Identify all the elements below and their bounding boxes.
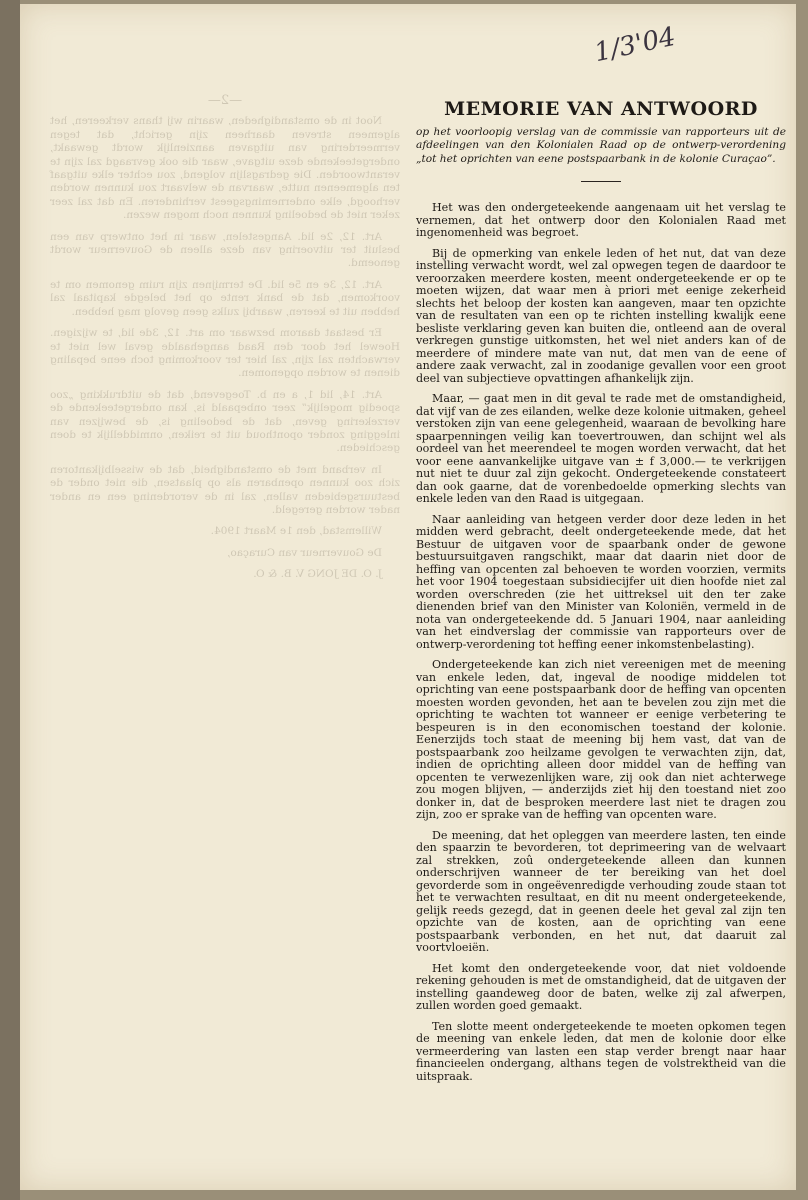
memorie-column <box>416 94 786 1091</box>
body-paragraph: De meening, dat het opleggen van meerdere lasten, ten einde den spaarzin te bevorderen, tot deprimeering van de welvaart zal strekken, zoû ondergeteekende alleen dan kunnen onderschrijven wanneer de ter bereiking van het doel gevorderde som in ongeëvenredigde verhouding zoude staan tot het te verwachten resultaat, en dit nu meent ondergeteekende, gelijk reeds gezegd, dat in geenen deele het geval zal zijn ten opzichte van de kosten, aan de oprichting van eene postspaarbank verbonden, en het nut, dat daaruit zal voortvloeiën. <box>416 828 786 955</box>
bleed-through-text <box>50 94 400 814</box>
body-paragraph: Bij de opmerking van enkele leden of het nut, dat van deze instelling verwacht wordt, wel zal opwegen tegen de daardoor te veroorzaken meerdere kosten, meent ondergeteekende er op te moeten wijzen, dat waar men à priori met eenige zekerheid slechts het beloop der kosten kan aangeven, maar ten opzichte van de resultaten van een op te richten instelling kwalijk eene besliste verklaring geven kan buiten die, ontleend aan de overal verkregen gunstige uitkomsten, het wel niet anders kan of de meerdere of mindere mate van nut, dat men van de eene of andere zaak verwacht, zal in zoodanige gevallen voor een groot deel van subjectieve opvattingen afhankelijk zijn. <box>416 246 786 385</box>
document-page <box>20 4 796 1190</box>
body-paragraph: Maar, — gaat men in dit geval te rade met de omstandigheid, dat vijf van de zes eilanden, welke deze kolonie uitmaken, geheel verstoken zijn van eene gelegenheid, waaraan de bevolking hare spaarpenningen veilig kan toevertrouwen, dan schijnt wel als oordeel van het meerendeel te mogen worden verwacht, dat het voor eene aanvankelijke uitgave van ± f 3,000.— te verkrijgen nut niet te duur zal zijn gekocht. Ondergeteekende constateert dan ook gaarne, dat de vorenbedoelde opmerking slechts van enkele leden van den Raad is uitgegaan. <box>416 392 786 506</box>
bleed-through-paragraph: De Gouverneur van Curaçao, <box>227 546 382 559</box>
body-paragraph: Ten slotte meent ondergeteekende te moeten opkomen tegen de meening van enkele leden, dat men de kolonie door elke vermeerdering van lasten een stap verder brengt naar haar financieelen ondergang, althans tegen de volstrektheid van die uitspraak. <box>416 1019 786 1083</box>
bleed-through-paragraph: Art. 14, lid 1, a en b. Toegevend, dat de uitdrukking „zoo spoedig mogelijk” zeer onbepaald is, kan ondergeteekende de verzekering geven, dat de bedoeling is, de bewijzen van inlegging zonder oponthoud uit te reiken, onmiddellijk te doen geschieden. <box>50 388 400 455</box>
title-divider <box>581 181 621 183</box>
bleed-through-paragraph: Willemstad, den 1e Maart 1904. <box>210 525 382 538</box>
bleed-through-paragraph: Er bestaat daarom bezwaar om art. 12, 3de lid, te wijzigen. Hoewel het door den Raad aangehaalde geval wel niet te verwachten zal zijn, zal hier ter voorkoming toch eene bepaling dienen te worden opgenomen. <box>50 327 400 380</box>
body-paragraph: Ondergeteekende kan zich niet vereenigen met de meening van enkele leden, dat, ingeval de noodige middelen tot oprichting van eene postspaarbank door de heffing van opcenten moesten worden gevonden, het aan te bevelen zou zijn met die oprichting te wachten tot wanneer er eenige verbetering te bespeuren is in den economischen toestand der kolonie. Eenerzijds toch staat de meening bij hem vast, dat van de postspaarbank zoo heilzame gevolgen te verwachten zijn, dat, indien de oprichting alleen door middel van de heffing van opcenten te verwezenlijken ware, zij ook dan niet achterwege zou mogen blijven, — anderzijds ziet hij den toestand niet zoo donker in, dat de besproken meerdere last niet te dragen zou zijn, zoo er sprake van de heffing van opcenten ware. <box>416 658 786 822</box>
document-title: MEMORIE VAN ANTWOORD <box>444 98 758 120</box>
document-subtitle: op het voorloopig verslag van de commissie van rapporteurs uit de afdeelingen van den Kolonialen Raad op de ontwerp-verordening „tot het oprichten van eene postspaarbank in de kolonie Curaçao”. <box>416 126 786 165</box>
bleed-through-paragraph: J. O. DE JONG V. B. & O. <box>253 568 382 581</box>
bleed-through-paragraph: In verband met de omstandigheid, dat de wisselbijkantoren zich zoo kunnen openbaren als op plaatsen, die niet onder de bestuursgebieden vallen, zal in de verordening een en ander nader worden geregeld. <box>50 463 400 516</box>
body-paragraph: Het was den ondergeteekende aangenaam uit het verslag te vernemen, dat het ontwerp door den Kolonialen Raad met ingenomenheid was begroet. <box>416 201 786 240</box>
body-paragraph: Het komt den ondergeteekende voor, dat niet voldoende rekening gehouden is met de omstandigheid, dat de uitgaven der instelling gaandeweg door de baten, welke zij zal afwerpen, zullen worden goed gemaakt. <box>416 961 786 1013</box>
handwritten-date-note: 1/3'04 <box>591 21 679 69</box>
bleed-through-heading: —2— <box>207 93 243 108</box>
body-paragraph: Naar aanleiding van hetgeen verder door deze leden in het midden werd gebracht, deelt ondergeteekende mede, dat het Bestuur de uitgaven voor de spaarbank onder de gewone bestuursuitgaven rangschikt, maar dat daarin niet door de heffing van opcenten zal behoeven te worden voorzien, vermits het voor 1904 toegestaan subsidiecijfer uit dien hoofde niet zal worden overschreden (zie het uittreksel uit den ter zake dienenden brief van den Minister van Koloniën, vermeld in de nota van ondergeteekende dd. 5 Januari 1904, naar aanleiding van het eindverslag der commissie van rapporteurs over de ontwerp-verordening tot heffing eener inkomstenbelasting). <box>416 512 786 651</box>
scan-edge <box>0 0 20 1200</box>
bleed-through-paragraph: Art. 12, 3e en 5e lid. De termijnen zijn ruim genomen om te voorkomen, dat de bank rente op het belegde kapitaal zal hebben uit te keeren, waarbij zulks geen gevolg mag hebben. <box>50 278 400 318</box>
bleed-through-paragraph: Noot in de omstandigheden, waarin wij thans verkeeren, het algemeen streven daarheen zijn gericht, dat tegen vermeerdering van uitgaven aanzienlijk wordt gewaakt, ondergeteekende deze uitgave, waar die ook gevraagd zal zijn te verantwoorden. Die gedragslijn volgend, zou echter elke uitgaaf ten algemeenen nutte, waarvan de welvaart zou kunnen worden verhoogd, elke ondernemingsgeest verhinderen. En dat zal zeer zeker niet de bedoeling kunnen noch mogen wezen. <box>50 115 400 222</box>
bleed-through-paragraph: Art. 12, 2e lid. Aangestelen, waar in het ontwerp van een besluit ter uitvoering van deze alleen de Gouverneur wordt genoemd. <box>50 230 400 270</box>
